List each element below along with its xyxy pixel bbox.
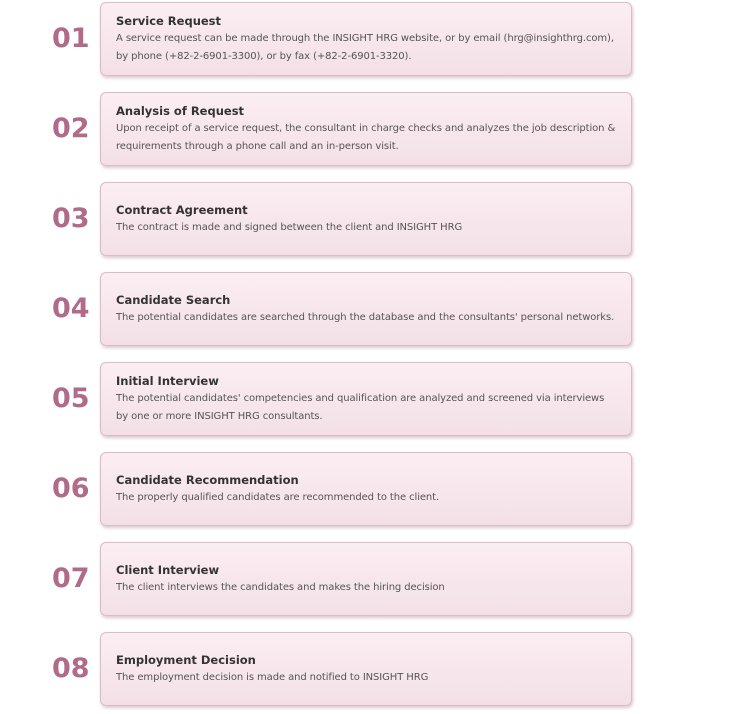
step-number: 02 — [52, 113, 90, 144]
step-number: 01 — [52, 23, 90, 54]
step-card — [100, 92, 632, 166]
step-item — [0, 182, 730, 258]
step-number: 06 — [52, 473, 90, 504]
step-number: 08 — [52, 653, 90, 684]
step-description: The contract is made and signed between the client and INSIGHT HRG — [116, 221, 463, 233]
step-title: Service Request — [116, 13, 222, 28]
step-number: 05 — [52, 383, 90, 414]
step-number: 03 — [52, 203, 90, 234]
step-card — [100, 362, 632, 436]
step-description: The properly qualified candidates are recommended to the client. — [116, 491, 440, 503]
step-description: The potential candidates are searched through the database and the consultants' personal networks. — [116, 311, 615, 323]
step-number: 07 — [52, 563, 90, 594]
step-item — [0, 452, 730, 528]
step-card — [100, 542, 632, 616]
step-title: Initial Interview — [116, 373, 219, 388]
step-card — [100, 2, 632, 76]
step-description: A service request can be made through the INSIGHT HRG website, or by email (hrg@insighthrg.com), by phone (+82-2-6901-3300), or by fax (+82-2-6901-3320). — [116, 32, 614, 62]
step-number: 04 — [52, 293, 90, 324]
step-title: Employment Decision — [116, 652, 256, 667]
step-item — [0, 272, 730, 348]
step-item — [0, 92, 730, 168]
step-item — [0, 2, 730, 78]
step-card — [100, 272, 632, 346]
step-item — [0, 362, 730, 438]
step-card — [100, 632, 632, 706]
step-title: Analysis of Request — [116, 103, 245, 118]
step-description: The client interviews the candidates and makes the hiring decision — [116, 581, 445, 593]
step-title: Contract Agreement — [116, 202, 248, 217]
step-description: The potential candidates' competencies and qualification are analyzed and screened via interviews by one or more INSIGHT HRG consultants. — [116, 392, 605, 422]
step-item — [0, 632, 730, 708]
step-title: Candidate Search — [116, 292, 231, 307]
step-item — [0, 542, 730, 618]
step-description: Upon receipt of a service request, the consultant in charge checks and analyzes the job description & requirements through a phone call and an in-person visit. — [116, 122, 616, 152]
step-title: Client Interview — [116, 562, 220, 577]
step-description: The employment decision is made and notified to INSIGHT HRG — [116, 671, 429, 683]
step-card — [100, 452, 632, 526]
step-title: Candidate Recommendation — [116, 472, 299, 487]
step-card — [100, 182, 632, 256]
